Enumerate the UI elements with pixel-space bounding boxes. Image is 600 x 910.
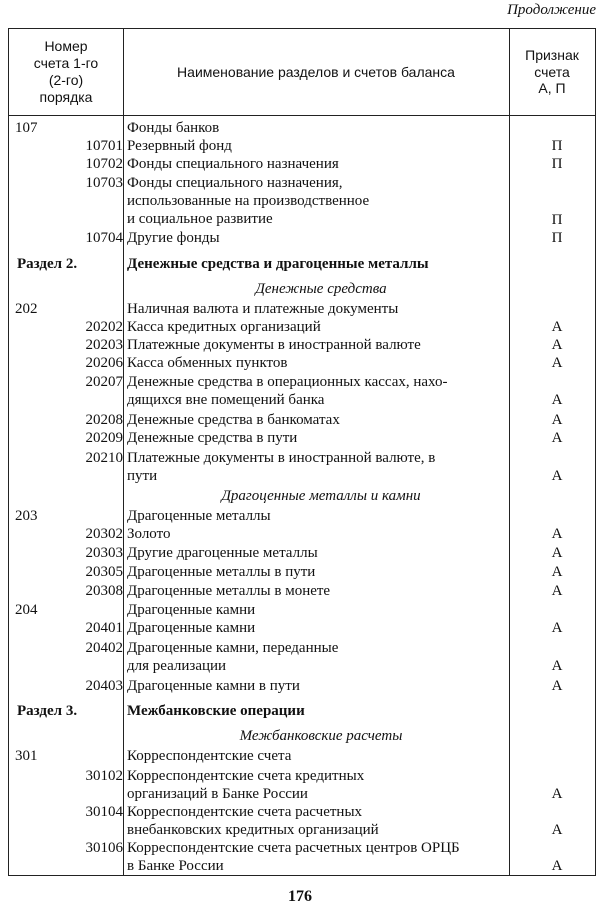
account-sign: А — [551, 658, 563, 674]
account-sign: А — [551, 545, 563, 561]
account-number-2nd-order: 20207 — [85, 374, 123, 390]
table-row — [9, 601, 595, 619]
account-sign: А — [551, 678, 563, 694]
subsection-row — [9, 727, 595, 745]
account-number-1st-order: 301 — [15, 748, 38, 764]
account-sign: А — [551, 319, 563, 335]
account-name: Драгоценные камни — [127, 620, 256, 636]
table-row — [9, 639, 595, 675]
account-name: Фонды специального назначения, использованные на производственное и социальное развитие — [127, 175, 370, 227]
account-sign: А — [551, 337, 563, 353]
header-line: счета 1-го — [33, 55, 99, 72]
header-line: счета — [534, 63, 570, 80]
table-row — [9, 174, 595, 229]
account-number-2nd-order: 10701 — [85, 138, 123, 154]
account-number-2nd-order: 30102 — [85, 768, 123, 784]
account-number-2nd-order: 20302 — [85, 526, 123, 542]
account-number-2nd-order: 20210 — [85, 450, 123, 466]
account-name: Корреспондентские счета — [127, 748, 292, 764]
table-row — [9, 137, 595, 155]
table-row — [9, 544, 595, 562]
account-name: Другие драгоценные металлы — [127, 545, 318, 561]
header-account-name — [123, 29, 509, 115]
account-name: Драгоценные металлы в монете — [127, 583, 331, 599]
header-divider — [9, 115, 595, 116]
account-name: Денежные средства в операционных кассах, нахо- дящихся вне помещений банка — [127, 374, 448, 408]
table-row — [9, 300, 595, 318]
table-row — [9, 803, 595, 839]
account-number-2nd-order: 20308 — [85, 583, 123, 599]
account-number-2nd-order: 30104 — [85, 804, 123, 820]
section-row — [9, 255, 595, 273]
header-account-sign — [509, 29, 595, 115]
account-number-2nd-order: 10702 — [85, 156, 123, 172]
section-label: Раздел 2. — [17, 256, 78, 272]
table-row — [9, 525, 595, 543]
account-number-2nd-order: 20208 — [85, 412, 123, 428]
account-name: Другие фонды — [127, 230, 220, 246]
table-row — [9, 354, 595, 372]
header-line: Наименование разделов и счетов баланса — [177, 63, 455, 80]
table-row — [9, 747, 595, 765]
subsection-title: Драгоценные металлы и камни — [221, 488, 421, 504]
table-row — [9, 229, 595, 247]
table-row — [9, 449, 595, 485]
account-sign: П — [551, 138, 563, 154]
account-sign: П — [551, 156, 563, 172]
account-name: Драгоценные металлы в пути — [127, 564, 316, 580]
account-number-2nd-order: 20202 — [85, 319, 123, 335]
account-name: Резервный фонд — [127, 138, 232, 154]
account-name: Золото — [127, 526, 171, 542]
header-account-number — [9, 29, 123, 115]
header-line: А, П — [538, 80, 566, 97]
subsection-row — [9, 280, 595, 298]
table-row — [9, 507, 595, 525]
account-sign: П — [551, 212, 563, 228]
account-name: Драгоценные камни в пути — [127, 678, 300, 694]
account-sign: А — [551, 430, 563, 446]
subsection-title: Денежные средства — [255, 281, 387, 297]
account-sign: А — [551, 583, 563, 599]
account-name: Драгоценные камни, переданные для реализации — [127, 640, 339, 674]
account-sign: А — [551, 392, 563, 408]
account-name: Фонды банков — [127, 120, 220, 136]
account-sign: П — [551, 230, 563, 246]
account-number-2nd-order: 20403 — [85, 678, 123, 694]
account-name: Касса кредитных организаций — [127, 319, 321, 335]
header-line: (2-го) — [48, 72, 84, 88]
account-number-2nd-order: 10703 — [85, 175, 123, 191]
account-number-2nd-order: 20303 — [85, 545, 123, 561]
account-sign: А — [551, 620, 563, 636]
table-row — [9, 563, 595, 581]
account-number-1st-order: 202 — [15, 301, 38, 317]
account-number-1st-order: 203 — [15, 508, 38, 524]
account-number-1st-order: 107 — [15, 120, 38, 136]
account-name: Корреспондентские счета расчетных внебанковских кредитных организаций — [127, 804, 379, 838]
account-number-2nd-order: 10704 — [85, 230, 123, 246]
account-sign: А — [551, 355, 563, 371]
table-row — [9, 839, 595, 875]
header-line: порядка — [39, 88, 93, 105]
account-number-2nd-order: 20203 — [85, 337, 123, 353]
table-row — [9, 373, 595, 409]
account-name: Фонды специального назначения — [127, 156, 339, 172]
account-sign: А — [551, 822, 563, 838]
table-row — [9, 619, 595, 637]
table-row — [9, 429, 595, 447]
account-number-2nd-order: 20402 — [85, 640, 123, 656]
account-sign: А — [551, 564, 563, 580]
table-row — [9, 582, 595, 600]
table-row — [9, 336, 595, 354]
account-sign: А — [551, 412, 563, 428]
section-title: Межбанковские операции — [127, 703, 305, 719]
account-name: Корреспондентские счета расчетных центров ОРЦБ в Банке России — [127, 840, 460, 874]
section-title: Денежные средства и драгоценные металлы — [127, 256, 429, 272]
account-name: Наличная валюта и платежные документы — [127, 301, 399, 317]
account-number-2nd-order: 20209 — [85, 430, 123, 446]
table-row — [9, 677, 595, 695]
account-number-2nd-order: 20206 — [85, 355, 123, 371]
account-sign: А — [551, 468, 563, 484]
table-row — [9, 119, 595, 137]
account-number-2nd-order: 20401 — [85, 620, 123, 636]
subsection-title: Межбанковские расчеты — [239, 728, 403, 744]
header-line: Признак — [525, 46, 579, 63]
section-row — [9, 702, 595, 720]
table-row — [9, 411, 595, 429]
table-row — [9, 155, 595, 173]
account-number-1st-order: 204 — [15, 602, 38, 618]
page-number: 176 — [288, 888, 312, 905]
subsection-row — [9, 487, 595, 505]
continuation-label: Продолжение — [507, 2, 596, 18]
account-number-2nd-order: 30106 — [85, 840, 123, 856]
balance-accounts-table — [8, 28, 596, 876]
account-number-2nd-order: 20305 — [85, 564, 123, 580]
account-name: Драгоценные камни — [127, 602, 256, 618]
account-name: Платежные документы в иностранной валюте, в пути — [127, 450, 436, 484]
table-row — [9, 767, 595, 803]
account-name: Корреспондентские счета кредитных организаций в Банке России — [127, 768, 365, 802]
section-label: Раздел 3. — [17, 703, 78, 719]
account-name: Денежные средства в пути — [127, 430, 298, 446]
account-sign: А — [551, 858, 563, 874]
account-name: Драгоценные металлы — [127, 508, 271, 524]
header-line: Номер — [44, 38, 88, 55]
table-row — [9, 318, 595, 336]
account-sign: А — [551, 786, 563, 802]
account-sign: А — [551, 526, 563, 542]
account-name: Денежные средства в банкоматах — [127, 412, 340, 428]
account-name: Касса обменных пунктов — [127, 355, 288, 371]
account-name: Платежные документы в иностранной валюте — [127, 337, 421, 353]
